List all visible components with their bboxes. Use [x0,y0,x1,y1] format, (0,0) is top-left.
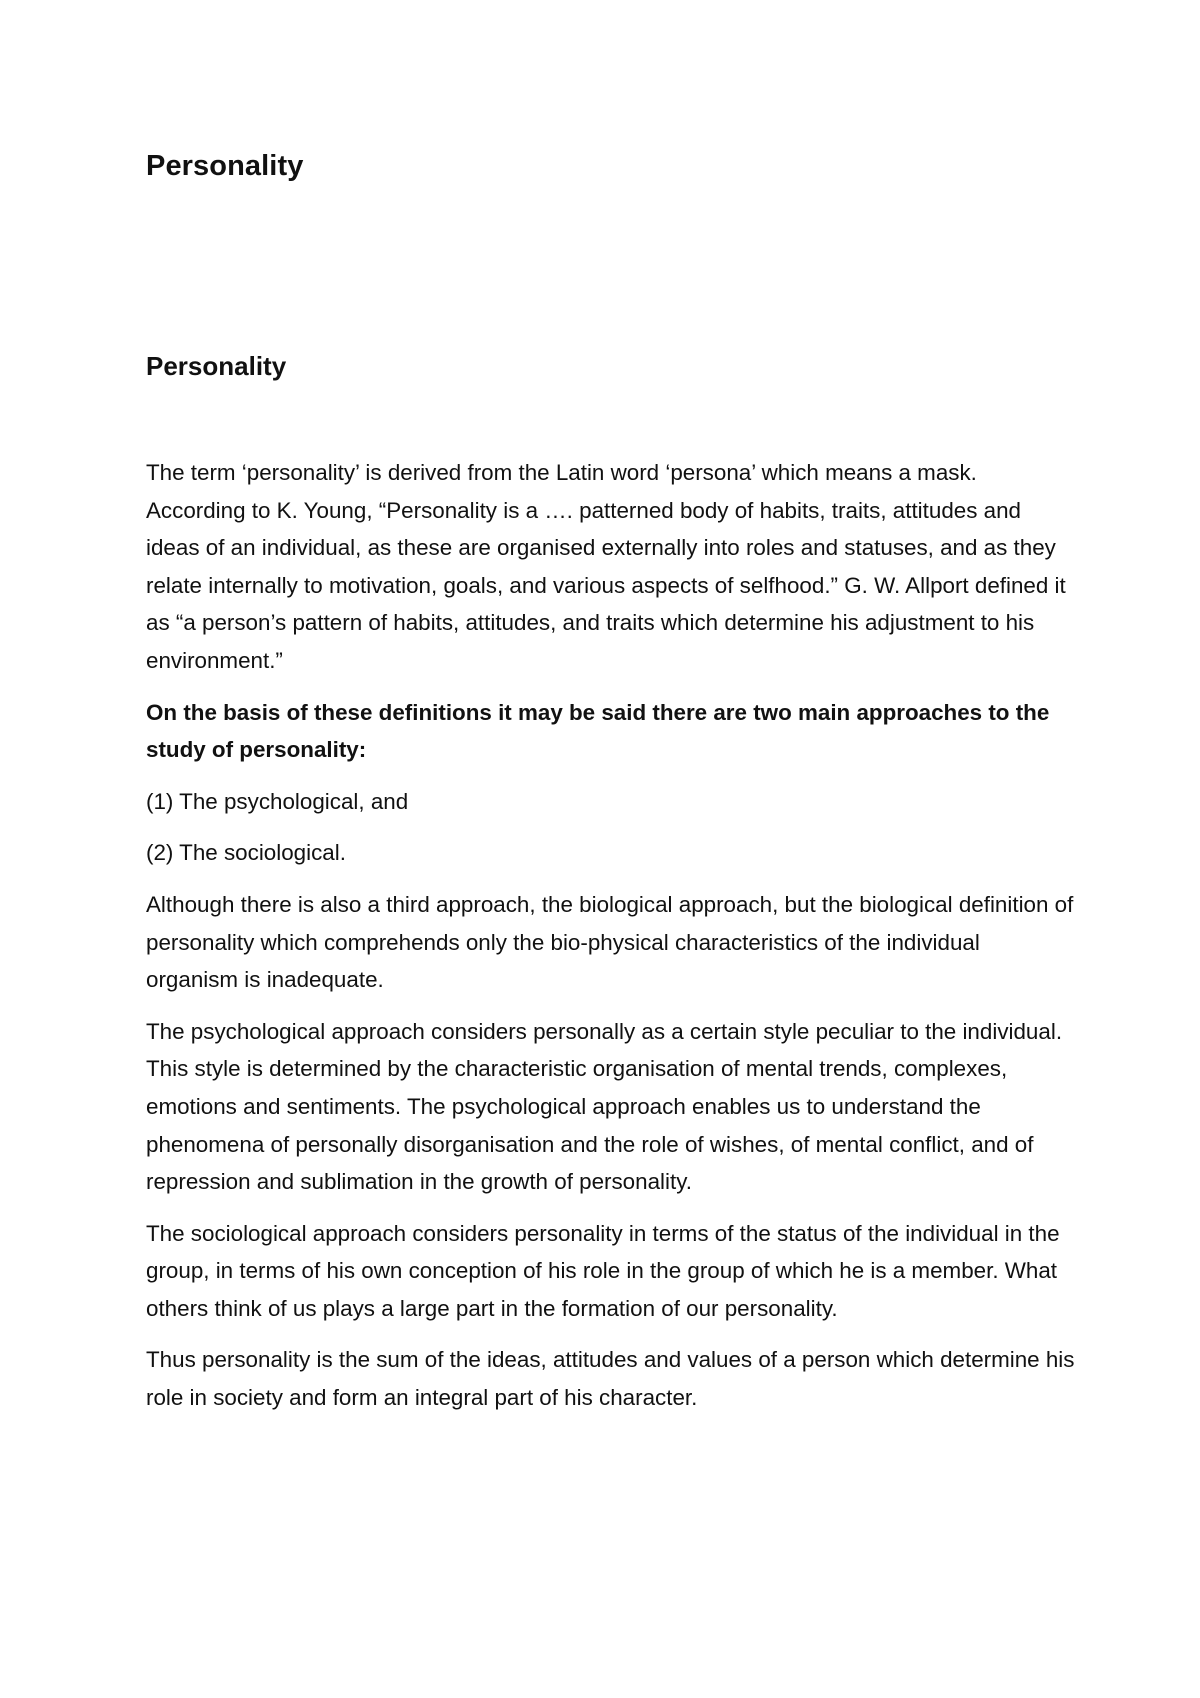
paragraph-biological: Although there is also a third approach, the biological approach, but the biological definition of personality which comprehends only the bio-physical characteristics of the individual organism is inadequate. [146,891,1074,993]
section-heading: Personality [146,351,287,381]
document-title: Personality [146,150,304,182]
document-body [146,454,1076,1431]
paragraph-psychological-approach: The psychological approach considers personally as a certain style peculiar to the individual. This style is determined by the characteristic organisation of mental trends, complexes, emotions and sentiments. The psychological approach enables us to understand the phenomena of personally disorganisation and the role of wishes, of mental conflict, and of repression and sublimation in the growth of personality. [146,1018,1063,1195]
paragraph-approaches-intro: On the basis of these definitions it may be said there are two main approaches to the study of personality: [146,699,1050,763]
paragraph-definition: The term ‘personality’ is derived from the Latin word ‘persona’ which means a mask. According to K. Young, “Personality is a …. patterned body of habits, traits, attitudes and ideas of an individual, as these are organised externally into roles and statuses, and as they relate internally to motivation, goals, and various aspects of selfhood.” G. W. Allport defined it as “a person’s pattern of habits, attitudes, and traits which determine his adjustment to his environment.” [146,460,1066,673]
paragraph-sociological-approach: The sociological approach considers personality in terms of the status of the individual in the group, in terms of his own conception of his role in the group of which he is a member. What others think of us plays a large part in the formation of our personality. [146,1220,1060,1321]
list-item-psychological: (1) The psychological, and [146,788,409,814]
list-item-sociological: (2) The sociological. [146,840,346,866]
paragraph-conclusion: Thus personality is the sum of the ideas, attitudes and values of a person which determine his role in society and form an integral part of his character. [146,1347,1075,1411]
